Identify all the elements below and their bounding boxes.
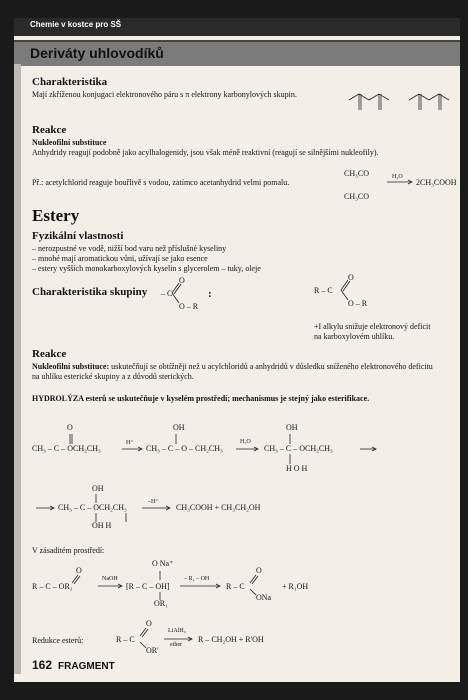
anhydride-product: 2CH₃COOH bbox=[416, 178, 457, 187]
red-products: R – CH₂OH + R'OH bbox=[198, 635, 264, 644]
red-or: OR' bbox=[146, 646, 159, 655]
publisher-logo: FRAGMENT bbox=[58, 661, 115, 672]
phys-heading: Fyzikální vlastnosti bbox=[32, 230, 124, 242]
phys-item: – nerozpustné ve vodě, nižší bod varu než příslušné kyseliny bbox=[32, 244, 227, 253]
phys-item: – mnohé mají aromatickou vůni, užívají se jako esence bbox=[32, 254, 208, 263]
ester-struct-r: R – C bbox=[314, 286, 333, 295]
esters-subst-text: uskutečňují se obtížněji než u acylchloridů a anhydridů v důsledku sníženého elektronového deficitu na uhlíku esterické skupiny a z důvodů sterických. bbox=[32, 362, 433, 381]
anhydride-example: Př.: acetylchlorid reaguje bouřlivě s vodou, zatímco acetanhydrid velmi pomalu. bbox=[32, 178, 290, 187]
group-heading: Charakteristika skupiny bbox=[32, 286, 148, 298]
basic-intermediate: [R – C – OH] bbox=[126, 582, 170, 591]
chapter-title: Deriváty uhlovodíků bbox=[30, 45, 164, 61]
esters-subst-label: Nukleofilní substituce: bbox=[32, 362, 110, 371]
basic-o2: O bbox=[256, 566, 262, 575]
phys-item: – estery vyšších monokarboxylových kyselin s glycerolem – tuky, oleje bbox=[32, 264, 261, 273]
hyd-o1: O bbox=[67, 423, 73, 432]
hyd-ho: H O H bbox=[286, 464, 308, 473]
hydrolysis-text: HYDROLÝZA esterů se uskutečňuje v kyselém prostředí; mechanismus je stejný jako esterifikace. bbox=[32, 394, 370, 403]
plus-r1oh: + R₁OH bbox=[282, 582, 309, 591]
anhydride-char-heading: Charakteristika bbox=[32, 76, 108, 88]
hyd-products: CH₃COOH + CH₃CH₂OH bbox=[176, 503, 261, 512]
alkyl-note-1: +I alkylu snižuje elektronový deficit bbox=[314, 322, 431, 331]
naoh-label: NaOH bbox=[102, 576, 118, 582]
basic-label: V zásaditém prostředí: bbox=[32, 546, 105, 555]
anhydride-subst-text: Anhydridy reagují podobně jako acylhalogenidy, jsou však méně reaktivní (reagují se silnějšími nukleofily). bbox=[32, 148, 379, 157]
basic-o1: O bbox=[76, 566, 82, 575]
ester-group-o: O bbox=[179, 276, 185, 285]
page-footer bbox=[32, 656, 115, 674]
basic-ona2: ONa bbox=[256, 593, 272, 602]
ether-label: ether bbox=[170, 642, 182, 648]
alkyl-note-2: na karboxylovém uhlíku. bbox=[314, 332, 395, 341]
page-number: 162 bbox=[32, 658, 53, 672]
esters-heading: Estery bbox=[32, 206, 80, 225]
hyd-oh1: OH bbox=[173, 423, 185, 432]
hyd-oh-h: OH H bbox=[92, 521, 112, 530]
group-colon: : bbox=[208, 288, 212, 300]
hyd-intermediate1: CH₃ – C – O – CH₂CH₃ bbox=[146, 444, 223, 453]
hyd-intermediate2: CH₃ – C – OCH₂CH₃ bbox=[264, 444, 333, 453]
anhydride-char-text: Mají zkříženou konjugaci elektronového páru s π elektrony karbonylových skupin. bbox=[32, 90, 297, 99]
hyd-ester: CH₃ – C – OCH₂CH₃ bbox=[32, 444, 101, 453]
ester-group-formula: – C bbox=[161, 289, 173, 298]
minus-hplus-label: –H⁺ bbox=[148, 499, 159, 505]
ester-struct-or: O – R bbox=[348, 299, 368, 308]
red-ester: R – C bbox=[116, 635, 135, 644]
red-o: O bbox=[146, 619, 152, 628]
hplus-label: H⁺ bbox=[126, 440, 134, 446]
book-page bbox=[14, 18, 460, 682]
hyd-intermediate3: CH₃ – C – OCH₂CH₃ bbox=[58, 503, 127, 512]
ch3co-bottom: CH₃CO bbox=[344, 192, 370, 201]
ch3co-top: CH₃CO bbox=[344, 169, 370, 178]
h2o-label: H₂O bbox=[240, 439, 251, 445]
book-title: Chemie v kostce pro SŠ bbox=[30, 20, 122, 29]
anhydride-subst-heading: Nukleofilní substituce bbox=[32, 138, 107, 147]
ester-struct-o: O bbox=[348, 273, 354, 282]
esters-subst bbox=[32, 362, 442, 382]
minus-r1oh-label: – R₁ – OH bbox=[184, 576, 210, 582]
esters-react-heading: Reakce bbox=[32, 348, 67, 360]
basic-ona: O Na⁺ bbox=[152, 559, 174, 568]
hyd-oh2: OH bbox=[286, 423, 298, 432]
ester-group-or: O – R bbox=[179, 302, 199, 311]
reduction-label: Redukce esterů: bbox=[32, 636, 84, 645]
basic-product: R – C bbox=[226, 582, 245, 591]
basic-ester: R – C – OR₁ bbox=[32, 582, 73, 591]
water-label: H₂O bbox=[392, 174, 403, 180]
basic-or1: OR₁ bbox=[154, 599, 168, 608]
lialh4-label: LiAlH₄ bbox=[168, 628, 186, 634]
anhydride-react-heading: Reakce bbox=[32, 124, 67, 136]
hyd-oh3: OH bbox=[92, 484, 104, 493]
